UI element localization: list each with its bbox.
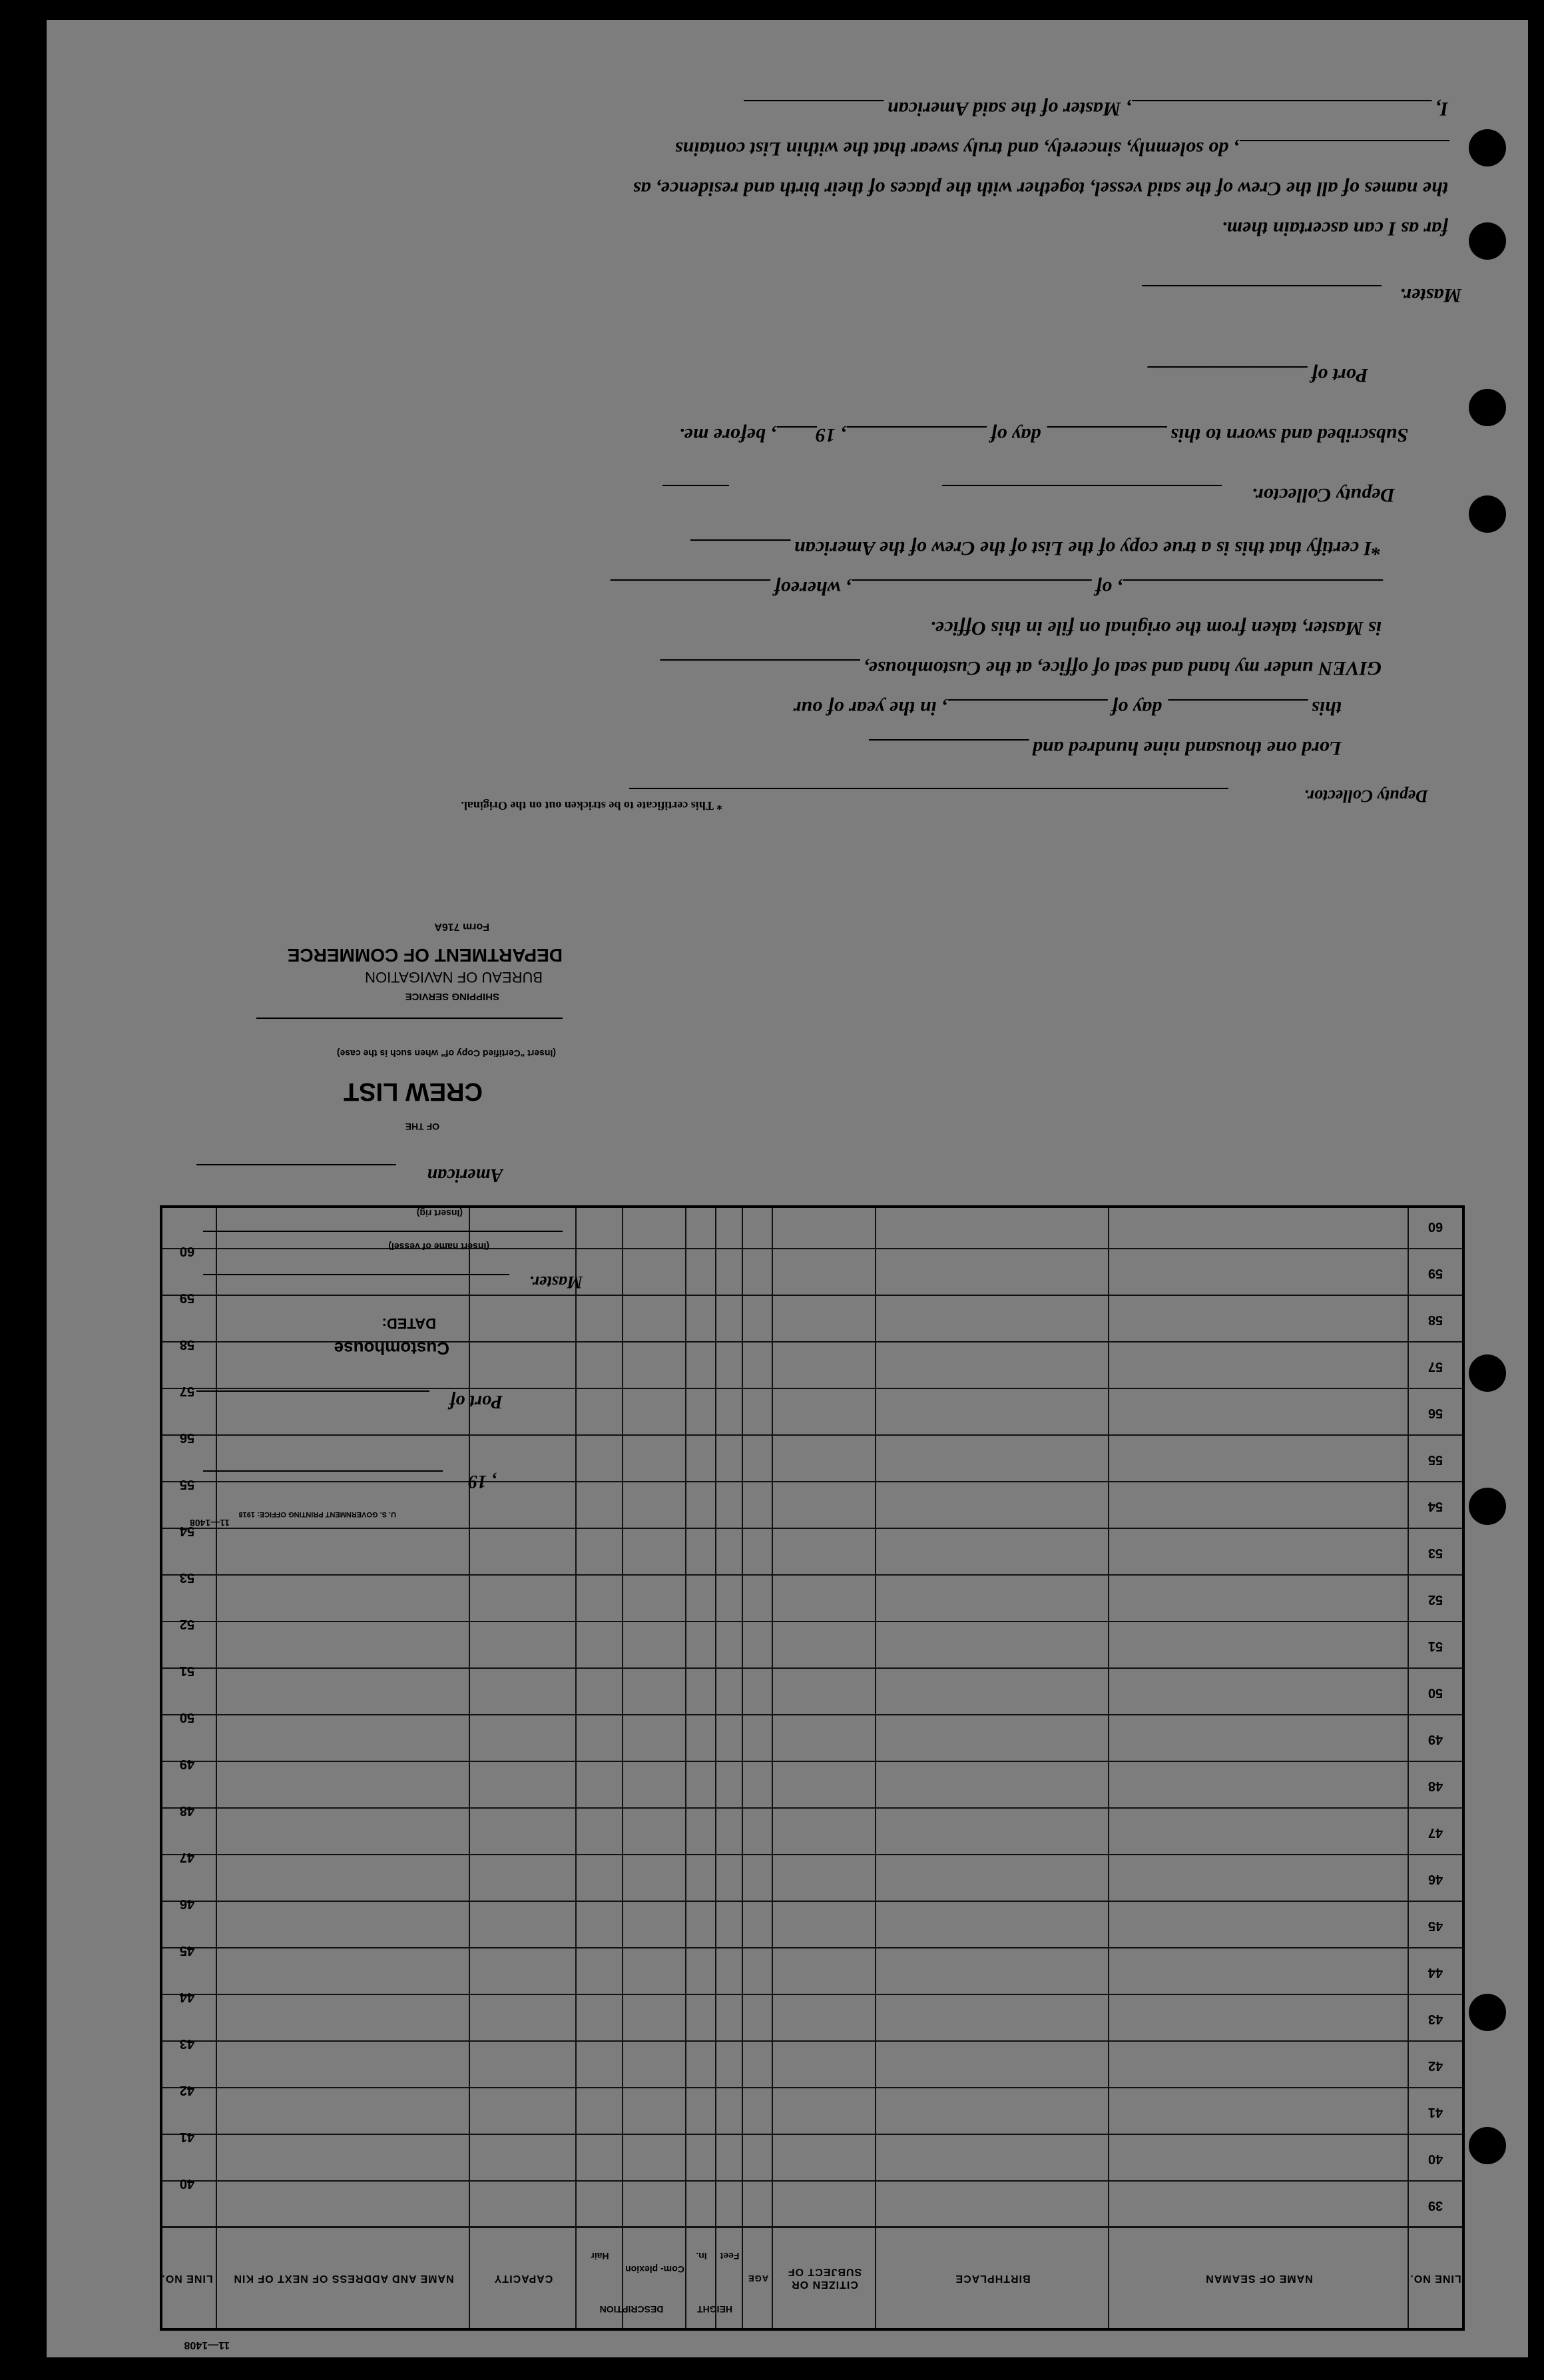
line-number-right: 40 (179, 2176, 195, 2191)
line-number-left: 47 (1427, 1825, 1443, 1840)
header-feet: Feet (720, 2251, 740, 2261)
line-number-left: 43 (1427, 2012, 1443, 2026)
oath-line-2: _____________________, do solemnly, sincerely, and truly swear that the within List contains (674, 138, 1448, 160)
insert-name-note: (Insert name of vessel) (388, 1241, 489, 1252)
table-row-line (162, 1481, 1462, 1482)
header-inches: In. (696, 2251, 707, 2261)
table-row-line (162, 1248, 1462, 1249)
line-number-right: 59 (179, 1291, 195, 1305)
table-row-line (162, 2134, 1462, 2135)
punch-hole (1469, 495, 1506, 533)
table-row-line (162, 1714, 1462, 1715)
line-number-left: 59 (1427, 1266, 1443, 1281)
line-number-right: 47 (179, 1850, 195, 1865)
line-number-right: 48 (179, 1803, 195, 1818)
back-year: , 19 (468, 1471, 496, 1492)
line-number-right: 46 (179, 1897, 195, 1911)
table-row-line (162, 1854, 1462, 1855)
table-row-line (162, 1901, 1462, 1902)
table-row-line (162, 2040, 1462, 2042)
column-line (685, 1208, 686, 2328)
certified-copy-note: (Insert "Certified Copy of" when such is the case) (336, 1048, 556, 1059)
certificate-footnote: * This certificate to be stricken out on the Original. (461, 799, 722, 812)
line-number-right: 45 (179, 1943, 195, 1958)
table-row-line (162, 1621, 1462, 1622)
line-number-left: 46 (1427, 1872, 1443, 1887)
punch-hole (1469, 1488, 1506, 1525)
back-port-line (196, 1390, 429, 1392)
form-number: Form 716A (434, 921, 489, 932)
back-master-label: Master. (529, 1273, 583, 1292)
line-number-left: 50 (1427, 1685, 1443, 1700)
table-row-line (162, 1667, 1462, 1669)
line-number-right: 57 (179, 1384, 195, 1398)
header-age: AGE (747, 2273, 769, 2283)
header-complexion: Com- plexion (625, 2264, 684, 2275)
header-height: HEIGHT (697, 2304, 732, 2315)
master-signature-line (1142, 285, 1382, 286)
punch-hole (1469, 1354, 1506, 1392)
punch-hole (1469, 129, 1506, 166)
of-the-label: OF THE (405, 1121, 439, 1132)
line-number-left: 57 (1427, 1359, 1443, 1374)
table-row-line (162, 2087, 1462, 2088)
header-hair: Hair (591, 2251, 609, 2261)
service-title: SHIPPING SERVICE (405, 991, 499, 1002)
deputy-signature-line (942, 485, 1222, 486)
line-number-left: 53 (1427, 1546, 1443, 1560)
american-label: American (427, 1165, 503, 1185)
rotated-sheet (47, 20, 1528, 2357)
deputy-short-line (662, 485, 729, 486)
header-line-no-right: LINE NO. (161, 2272, 213, 2284)
oath-line-4: far as I can ascertain them. (1221, 218, 1448, 240)
column-line (742, 1208, 743, 2328)
form-code-top: 11—1408 (184, 2339, 230, 2351)
table-row-line (162, 1295, 1462, 1296)
line-number-right: 52 (179, 1617, 195, 1632)
dated-label: DATED: (382, 1315, 436, 1332)
table-row-line (162, 1388, 1462, 1389)
department-title: DEPARTMENT OF COMMERCE (287, 945, 563, 966)
certify-line-2: __________________________, of ________________________, whereof ________________ (609, 577, 1382, 599)
line-number-left: 55 (1427, 1452, 1443, 1467)
table-row-line (162, 1528, 1462, 1529)
oath-subscribed: Subscribed and sworn to this ____________ day of ______________, 19____, before me. (678, 424, 1408, 446)
table-row-line (162, 1434, 1462, 1436)
punch-hole (1469, 1994, 1506, 2031)
printer-imprint: U. S. GOVERNMENT PRINTING OFFICE: 1918 (238, 1510, 396, 1518)
header-description: DESCRIPTION (599, 2304, 664, 2315)
line-number-left: 48 (1427, 1779, 1443, 1793)
back-year-line (203, 1470, 443, 1472)
line-number-left: 42 (1427, 2058, 1443, 2073)
header-birthplace: BIRTHPLACE (955, 2272, 1031, 2284)
header-citizen: CITIZEN OR SUBJECT OF (787, 2266, 862, 2291)
vessel-name-line (203, 1231, 563, 1232)
form-code: 11—1408 (190, 1518, 230, 1528)
oath-deputy-collector: Deputy Collector. (1252, 484, 1395, 506)
line-number-left: 52 (1427, 1592, 1443, 1607)
oath-line-3: the names of all the Crew of the said vessel, together with the places of their birth and residence, as (633, 178, 1448, 200)
line-number-right: 51 (179, 1663, 195, 1678)
header-capacity: CAPACITY (493, 2272, 553, 2284)
column-line (715, 1208, 716, 2328)
punch-hole (1469, 389, 1506, 426)
line-number-left: 60 (1427, 1219, 1443, 1234)
certify-line-6: Lord one thousand nine hundred and ________________ (868, 737, 1342, 759)
line-number-right: 43 (179, 2036, 195, 2051)
header-line-no: LINE NO. (1410, 2272, 1461, 2284)
crew-table (160, 1205, 1465, 2331)
line-number-left: 54 (1427, 1499, 1443, 1514)
oath-port-of: Port of ________________ (1146, 364, 1368, 386)
line-number-left: 45 (1427, 1919, 1443, 1933)
line-number-left: 44 (1427, 1965, 1443, 1980)
certify-line-4: GIVEN under my hand and seal of office, at the Customhouse, ____________________ (658, 657, 1382, 679)
punch-hole (1469, 222, 1506, 260)
column-line (216, 1208, 217, 2328)
line-number-right: 58 (179, 1337, 195, 1352)
punch-hole (1469, 2127, 1506, 2164)
line-number-left: 56 (1427, 1406, 1443, 1420)
column-line (1408, 1208, 1409, 2328)
line-number-right: 55 (179, 1477, 195, 1492)
bureau-title: BUREAU OF NAVIGATION (365, 969, 543, 986)
oath-line-1: I, ______________________________, Master of the said American ______________ (742, 98, 1448, 120)
line-number-left: 39 (1427, 2198, 1443, 2213)
table-row-line (162, 1807, 1462, 1809)
certify-line-3: is Master, taken from the original on file in this Office. (930, 617, 1382, 639)
line-number-right: 50 (179, 1710, 195, 1725)
column-line (875, 1208, 876, 2328)
line-number-left: 58 (1427, 1313, 1443, 1327)
column-line (1108, 1208, 1109, 2328)
line-number-right: 54 (179, 1524, 195, 1538)
header-next-of-kin: NAME AND ADDRESS OF NEXT OF KIN (233, 2272, 454, 2284)
column-line (622, 1208, 623, 2328)
table-row-line (162, 1994, 1462, 1995)
line-number-right: 56 (179, 1430, 195, 1445)
line-number-left: 49 (1427, 1732, 1443, 1747)
customhouse-label: Customhouse (334, 1339, 449, 1358)
certify-line-1: *I certify that this is a true copy of the List of the Crew of the American __________ (689, 537, 1382, 559)
certify-deputy-collector: Deputy Collector. (1304, 786, 1428, 806)
line-number-left: 41 (1427, 2105, 1443, 2120)
line-number-left: 40 (1427, 2152, 1443, 2166)
line-number-right: 44 (179, 1990, 195, 2004)
scanned-form-page (47, 20, 1528, 2357)
table-row-line (162, 1574, 1462, 1576)
department-rule (256, 1018, 563, 1019)
back-master-line (203, 1274, 509, 1275)
header-name-of-seaman: NAME OF SEAMAN (1205, 2272, 1313, 2284)
crew-list-title: CREW LIST (344, 1077, 483, 1105)
line-number-right: 42 (179, 2083, 195, 2098)
american-line (196, 1164, 396, 1165)
table-row-line (162, 1761, 1462, 1762)
column-line (575, 1208, 577, 2328)
line-number-right: 60 (179, 1244, 195, 1259)
certify-deputy-line (629, 788, 1228, 789)
oath-master-signature: Master. (1400, 284, 1461, 306)
table-row-line (162, 2180, 1462, 2182)
line-number-right: 41 (179, 2130, 195, 2144)
line-number-right: 49 (179, 1757, 195, 1771)
certify-line-5: this ______________ day of ________________, in the year of our (793, 697, 1342, 719)
table-row-line (162, 1947, 1462, 1948)
back-port-of: Port of (449, 1391, 503, 1412)
insert-rig-note: (Insert rig) (416, 1208, 463, 1219)
column-line (772, 1208, 773, 2328)
line-number-left: 51 (1427, 1639, 1443, 1653)
line-number-right: 53 (179, 1570, 195, 1585)
column-line (469, 1208, 470, 2328)
